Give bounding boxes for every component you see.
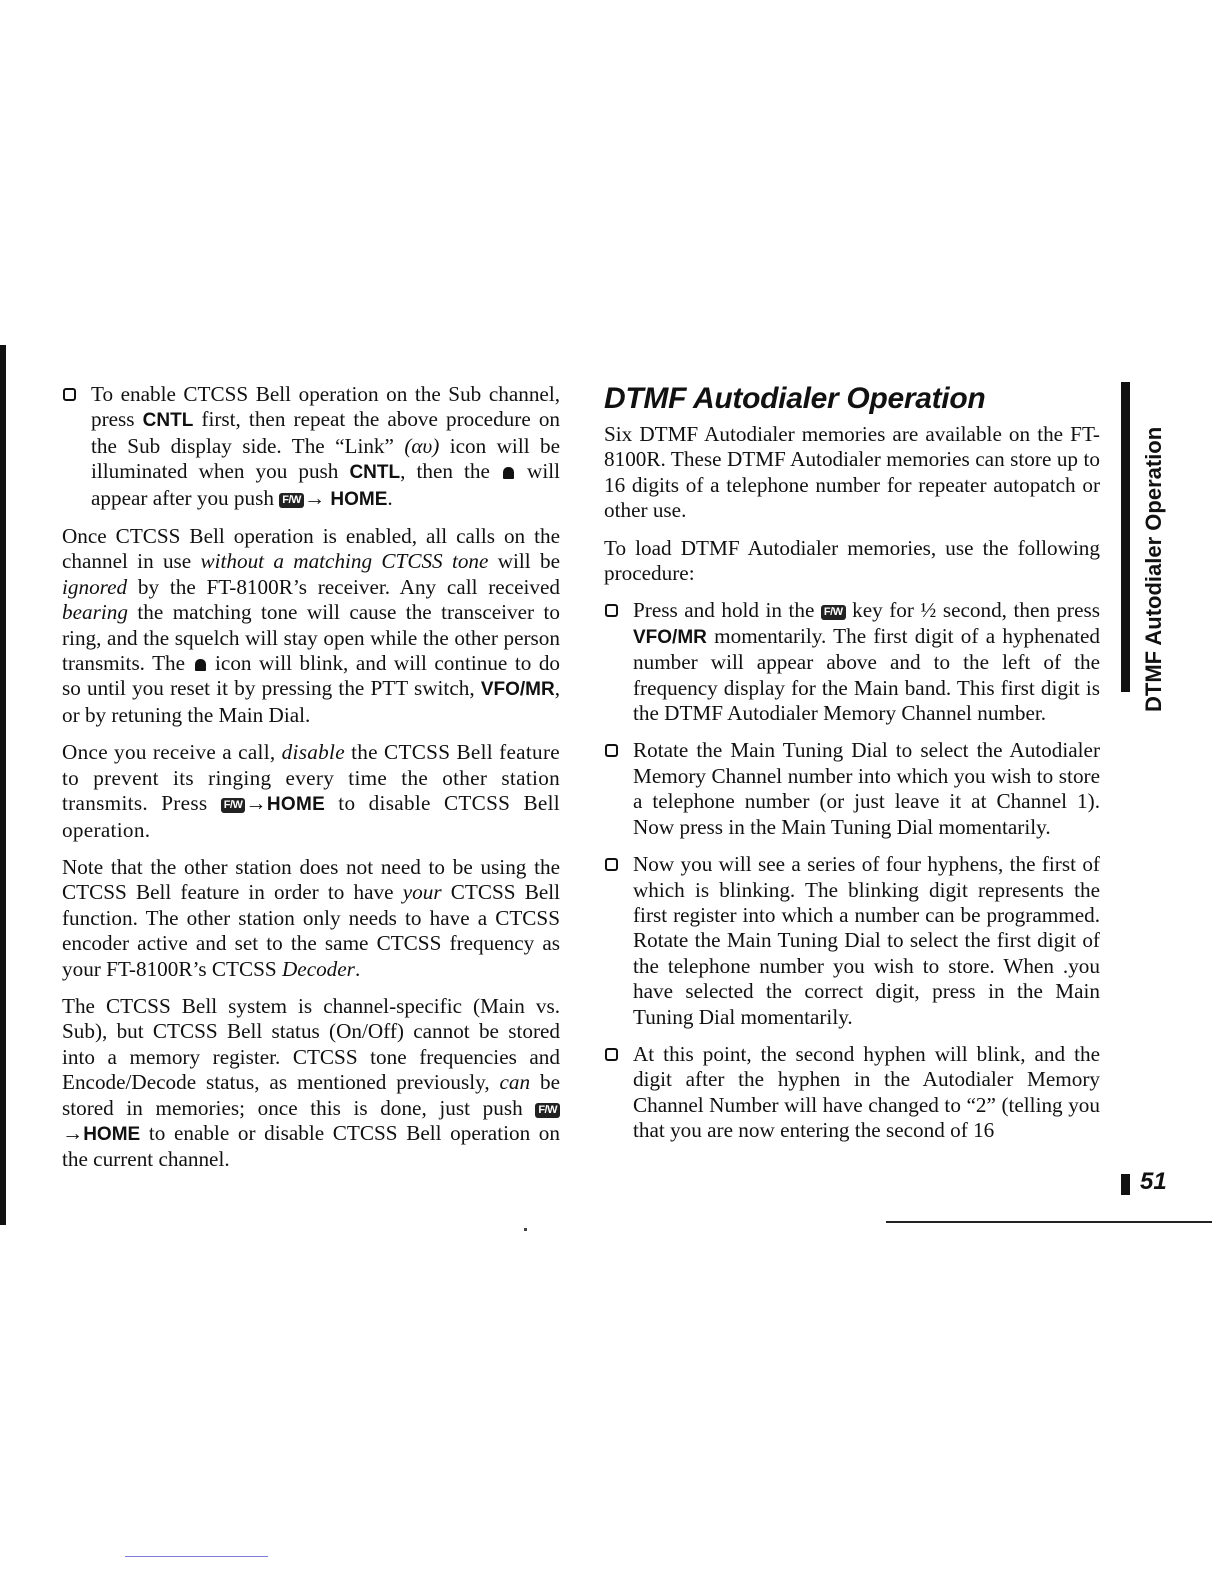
link-icon: (αυ) [404, 433, 440, 458]
key-cntl: CNTL [349, 462, 401, 484]
bottom-rule [886, 1221, 1212, 1223]
fw-key-icon: F/W [279, 493, 304, 508]
paragraph-bell-enabled: Once CTCSS Bell operation is enabled, all calls on the channel in use without a matching CTCSS tone will be ignored by the FT-8100R’s receiver. Any call received bearing the matching tone will cause the transceiver to ring, and the squelch will stay open while the other person transmits. The icon will blink, and will continue to do so until you reset it by pressing the PTT switch, VFO/MR, or by retuning the Main Dial. [62, 524, 561, 727]
scan-edge-bar [0, 345, 6, 1225]
checkbox-icon [605, 604, 618, 617]
arrow-icon: → [62, 1120, 84, 1145]
fw-key-icon: F/W [221, 798, 246, 813]
section-heading: DTMF Autodialer Operation [604, 382, 986, 415]
page-number-bar [1121, 1174, 1130, 1195]
paragraph-disable-bell: Once you receive a call, disable the CTCSS Bell feature to prevent its ringing every time the other station transmits. Press F/W →HOME to disable CTCSS Bell operation. [62, 740, 560, 842]
fw-key-icon: F/W [821, 605, 846, 620]
paragraph-other-station: Note that the other station does not need to be using the CTCSS Bell feature in order to have your CTCSS Bell function. The other station only needs to have a CTCSS encoder active and set to the same CTCSS frequency as your FT-8100R’s CTCSS Decoder. [62, 854, 560, 981]
arrow-icon: → [303, 485, 331, 510]
key-vfo-mr: VFO/MR [633, 626, 707, 648]
key-cntl: CNTL [142, 410, 194, 432]
key-home: HOME [83, 1123, 141, 1145]
page-number: 51 [1140, 1168, 1167, 1195]
step-3: Now you will see a series of four hyphens, the first of which is blinking. The blinking digit represents the first register into which a number can be programmed. Rotate the Main Tuning Dial to select the first digit of the telephone number you wish to store. When .you have selected the correct digit, press in the Main Tuning Dial momentarily. [604, 852, 1100, 1030]
left-column [62, 382, 560, 1185]
side-section-label: DTMF Autodialer Operation [1141, 426, 1166, 712]
step-1: Press and hold in the F/W key for ½ second, then press VFO/MR momentarily. The first digit of a hyphenated number will appear above and to the left of the frequency display for the Main band. This first digit is the DTMF Autodialer Memory Channel number. [604, 598, 1100, 726]
step-2: Rotate the Main Tuning Dial to select the Autodialer Memory Channel number into which you wish to store a telephone number (or just leave it at Channel 1). Now press in the Main Tuning Dial momentarily. [604, 738, 1100, 840]
scan-speck [524, 1228, 527, 1231]
checkbox-icon [605, 1048, 618, 1061]
arrow-icon: → [245, 791, 267, 816]
bell-icon [503, 467, 514, 479]
paragraph-autodialer-intro: Six DTMF Autodialer memories are available on the FT-8100R. These DTMF Autodialer memories can store up to 16 digits of a telephone number for repeater autopatch or other use. [604, 422, 1100, 523]
key-home: HOME [330, 488, 388, 510]
step-4: At this point, the second hyphen will blink, and the digit after the hyphen in the Autodialer Memory Channel Number will have changed to “2” (telling you that you are now entering the second of 16 [604, 1042, 1100, 1144]
checkbox-icon [605, 858, 618, 871]
checkbox-icon [63, 388, 76, 401]
fw-key-icon: F/W [535, 1103, 560, 1118]
side-tab-bar [1121, 382, 1130, 692]
paragraph-channel-specific: The CTCSS Bell system is channel-specific (Main vs. Sub), but CTCSS Bell status (On/Off) cannot be stored into a memory register. CTCSS tone frequencies and Encode/Decode status, as mentioned previously, can be stored in memories; once this is done, just push F/W→HOME to enable or disable CTCSS Bell operation on the current channel. [62, 993, 561, 1172]
bell-icon [195, 659, 206, 671]
key-home: HOME [266, 794, 326, 816]
right-column [604, 382, 1100, 1156]
bottom-edge-line [125, 1556, 268, 1557]
checkbox-icon [605, 744, 618, 757]
paragraph-procedure-intro: To load DTMF Autodialer memories, use the following procedure: [604, 535, 1100, 586]
key-vfo-mr: VFO/MR [480, 679, 555, 701]
step-enable-sub-bell: To enable CTCSS Bell operation on the Sub channel, press CNTL first, then repeat the above procedure on the Sub display side. The “Link” (αυ) icon will be illuminated when you push CNTL, then the will appear after you push F/W → HOME. [62, 382, 560, 512]
